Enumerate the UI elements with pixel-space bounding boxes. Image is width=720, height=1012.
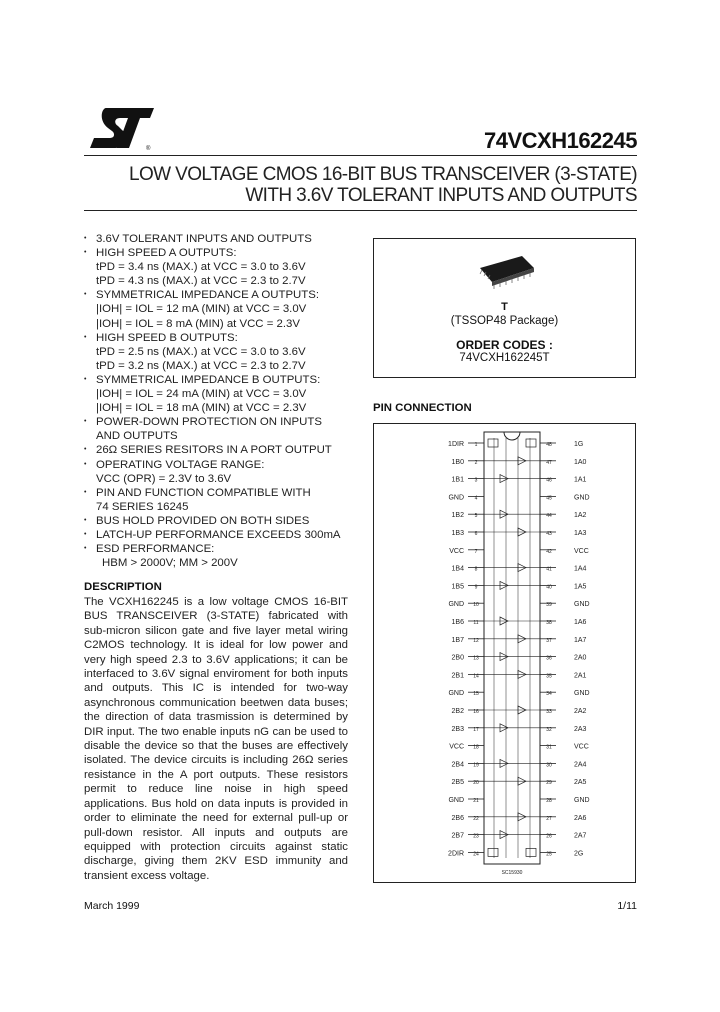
st-logo [84, 106, 164, 152]
left-pin-number: 4 [474, 495, 478, 502]
control-gate-symbol [488, 439, 498, 447]
header-rule-bottom [84, 210, 637, 211]
control-gate-symbol [488, 848, 498, 856]
feature-item [84, 486, 374, 514]
left-pin-label: 2B2 [451, 708, 464, 715]
left-pin-label: 2B7 [451, 832, 464, 840]
ic-body [484, 432, 540, 864]
feature-text: • OPERATING VOLTAGE RANGE: [96, 458, 265, 471]
left-pin-number: 2 [474, 459, 478, 466]
pin-connection-box [373, 423, 636, 883]
left-pin-label: 2B4 [451, 761, 464, 769]
right-pin-label: 2G [574, 850, 584, 858]
right-pin-label: 2A6 [574, 814, 587, 822]
left-pin-number: 5 [474, 513, 478, 520]
feature-item [84, 232, 374, 246]
right-pin-number: 41 [546, 566, 552, 573]
feature-text: • LATCH-UP PERFORMANCE EXCEEDS 300mA [96, 528, 341, 541]
left-pin-number: 10 [473, 602, 479, 609]
description-text: The VCXH162245 is a low voltage CMOS 16-BIT BUS TRANSCEIVER (3-STATE) fabricated with sub-micron silicon gate and five layer metal wiring C2MOS technology. It is ideal for low power and very high speed 2.3 to 3.6V applications; it can be interfaced to 3.6V signal enviroment for both inputs and outputs. This IC is intended for two-way asynchronous communication beetwen data buses; the direction of data trasmission is determined by DIR input. The two enable inputs nG can be used to disable the device so that the buses are effectively isolated. The device circuits is including 26Ω series resistance in the A port outputs. These resistors permit to reduce line noise in high speed applications. Bus hold on data inputs is provided in order to eliminate the need for external pull-up or pull-down resistor. All inputs and outputs are equipped with protection circuits against static discharge, giving them 2KV ESD immunity and transient excess voltage. [84, 596, 348, 882]
left-pin-number: 3 [474, 477, 478, 484]
feature-item [84, 528, 374, 542]
pin-connection-diagram [374, 424, 635, 882]
feature-subtext: |IOH| = IOL = 8 mA (MIN) at VCC = 2.3V [96, 317, 300, 330]
left-pin-number: 20 [473, 780, 479, 787]
feature-text: • 26Ω SERIES RESITORS IN A PORT OUTPUT [96, 444, 332, 457]
left-pin-number: 6 [474, 531, 478, 537]
diagram-code: SC15930 [501, 870, 523, 876]
right-pin-number: 29 [546, 780, 552, 787]
right-pin-label: 1A4 [574, 565, 587, 573]
package-box [373, 238, 636, 378]
right-pin-label: 2A0 [574, 654, 587, 662]
order-code: 74VCXH162245T [459, 352, 550, 364]
left-pin-label: 2B3 [451, 725, 464, 733]
feature-subtext: HBM > 2000V; MM > 200V [102, 557, 238, 570]
left-pin-number: 17 [473, 726, 479, 733]
left-pin-number: 12 [473, 637, 479, 644]
right-pin-label: 1A2 [574, 512, 587, 520]
header-rule-top [84, 155, 637, 156]
right-pin-number: 38 [546, 620, 552, 626]
feature-subtext: tPD = 2.5 ns (MAX.) at VCC = 3.0 to 3.6V [96, 345, 306, 358]
left-pin-number: 15 [473, 691, 479, 698]
right-pin-number: 42 [546, 548, 552, 555]
right-pin-label: 2A1 [574, 672, 587, 680]
svg-text:®: ® [146, 146, 151, 152]
feature-item [84, 514, 374, 528]
page-number: 1/11 [617, 900, 637, 912]
right-pin-number: 43 [546, 531, 552, 537]
left-pin-label: GND [448, 494, 464, 502]
footer-date: March 1999 [84, 900, 140, 912]
feature-item [84, 373, 374, 415]
left-pin-label: 1B2 [451, 512, 464, 520]
left-pin-label: 1B4 [451, 565, 464, 573]
feature-list [84, 232, 374, 570]
feature-subtext: tPD = 4.3 ns (MAX.) at VCC = 2.3 to 2.7V [96, 275, 306, 288]
feature-text: • HIGH SPEED B OUTPUTS: [96, 331, 238, 344]
right-pin-number: 40 [546, 584, 552, 591]
left-pin-number: 19 [473, 762, 479, 769]
right-pin-number: 46 [546, 477, 552, 484]
left-pin-number: 21 [473, 798, 479, 804]
right-pin-label: GND [574, 494, 590, 502]
description-heading: DESCRIPTION [84, 581, 162, 593]
right-pin-label: 2A3 [574, 725, 587, 733]
right-pin-number: 36 [546, 655, 552, 662]
right-pin-number: 31 [546, 744, 552, 751]
feature-item [84, 458, 374, 486]
feature-item [84, 331, 374, 373]
ic-notch [504, 432, 520, 440]
feature-item [84, 542, 374, 570]
feature-text: • POWER-DOWN PROTECTION ON INPUTS [96, 416, 322, 429]
right-pin-label: 2A5 [574, 779, 587, 787]
feature-item [84, 246, 374, 288]
right-pin-number: 47 [546, 459, 552, 466]
left-pin-label: 1B6 [451, 619, 464, 626]
feature-subtext: VCC (OPR) = 2.3V to 3.6V [96, 472, 232, 485]
right-pin-label: 2A4 [574, 761, 587, 769]
title-line-2: WITH 3.6V TOLERANT INPUTS AND OUTPUTS [245, 185, 637, 206]
left-pin-label: 2B1 [451, 672, 464, 680]
left-pin-number: 1 [474, 442, 478, 448]
left-pin-label: 2B5 [451, 779, 464, 787]
left-pin-label: 2B0 [451, 654, 464, 662]
right-pin-label: VCC [574, 547, 589, 555]
right-pin-label: 1A5 [574, 583, 587, 591]
right-pin-label: 1A6 [574, 619, 587, 626]
left-pin-number: 9 [474, 584, 478, 591]
right-pin-number: 33 [546, 709, 552, 715]
left-pin-label: GND [448, 797, 464, 804]
part-number: 74VCXH162245 [483, 128, 637, 153]
right-pin-label: 1A3 [574, 530, 587, 537]
order-codes-heading: ORDER CODES : [456, 338, 553, 352]
right-pin-number: 32 [546, 726, 552, 733]
right-pin-number: 28 [546, 798, 552, 804]
right-pin-number: 34 [546, 691, 552, 698]
right-pin-label: 2A7 [574, 832, 587, 840]
right-pin-number: 39 [546, 602, 552, 609]
left-pin-number: 23 [473, 833, 479, 840]
title-line-1: LOW VOLTAGE CMOS 16-BIT BUS TRANSCEIVER (3-STATE) [129, 164, 637, 185]
left-pin-label: VCC [449, 547, 464, 555]
feature-subtext: |IOH| = IOL = 18 mA (MIN) at VCC = 2.3V [96, 402, 307, 415]
left-pin-number: 14 [473, 673, 479, 680]
package-name: (TSSOP48 Package) [450, 315, 559, 327]
right-pin-label: VCC [574, 743, 589, 751]
left-pin-number: 16 [473, 709, 479, 715]
left-pin-label: 1B5 [451, 583, 464, 591]
left-pin-label: 1DIR [448, 441, 464, 448]
right-pin-number: 45 [546, 495, 552, 502]
feature-text: • PIN AND FUNCTION COMPATIBLE WITH [96, 486, 311, 499]
right-pin-label: 1G [574, 441, 584, 448]
left-pin-label: 1B1 [451, 476, 464, 484]
control-gate-symbol [526, 848, 536, 856]
left-pin-number: 7 [474, 548, 478, 555]
left-pin-number: 11 [473, 620, 479, 626]
left-pin-label: 1B3 [451, 530, 464, 537]
document-title [129, 164, 637, 206]
left-pin-label: 1B0 [451, 458, 464, 466]
control-gate-symbol [526, 439, 536, 447]
left-pin-label: VCC [449, 743, 464, 751]
feature-text: • BUS HOLD PROVIDED ON BOTH SIDES [96, 514, 310, 527]
feature-subtext: tPD = 3.4 ns (MAX.) at VCC = 3.0 to 3.6V [96, 261, 306, 274]
right-pin-label: GND [574, 690, 590, 698]
tssop48-package-image [474, 254, 538, 294]
feature-subtext: |IOH| = IOL = 24 mA (MIN) at VCC = 3.0V [96, 388, 307, 401]
left-pin-label: 1B7 [451, 636, 464, 644]
right-pin-number: 48 [546, 442, 552, 448]
feature-text: • HIGH SPEED A OUTPUTS: [96, 247, 237, 260]
right-pin-label: 2A2 [574, 708, 587, 715]
left-pin-number: 13 [473, 655, 479, 662]
right-pin-label: GND [574, 797, 590, 804]
right-pin-number: 44 [546, 513, 552, 520]
right-pin-label: 1A7 [574, 636, 587, 644]
right-pin-number: 27 [546, 815, 552, 822]
feature-item [84, 288, 374, 330]
package-letter: T [501, 301, 508, 313]
feature-text: • SYMMETRICAL IMPEDANCE B OUTPUTS: [96, 373, 321, 386]
feature-subtext: AND OUTPUTS [96, 430, 178, 443]
feature-item [84, 443, 374, 457]
left-pin-number: 24 [473, 851, 479, 858]
feature-text: • SYMMETRICAL IMPEDANCE A OUTPUTS: [96, 289, 319, 302]
right-pin-label: 1A1 [574, 476, 587, 484]
left-pin-number: 22 [473, 815, 479, 822]
feature-subtext: |IOH| = IOL = 12 mA (MIN) at VCC = 3.0V [96, 303, 307, 316]
right-pin-number: 25 [546, 851, 552, 858]
left-pin-label: 2DIR [448, 850, 464, 858]
pin-connection-heading: PIN CONNECTION [373, 402, 472, 414]
left-pin-number: 8 [474, 566, 478, 573]
right-pin-label: GND [574, 601, 590, 609]
feature-item [84, 415, 374, 443]
feature-subtext: 74 SERIES 16245 [96, 500, 189, 513]
right-pin-number: 37 [546, 637, 552, 644]
left-pin-label: GND [448, 690, 464, 698]
feature-text: • 3.6V TOLERANT INPUTS AND OUTPUTS [96, 233, 312, 245]
left-pin-label: GND [448, 601, 464, 609]
feature-subtext: tPD = 3.2 ns (MAX.) at VCC = 2.3 to 2.7V [96, 359, 306, 372]
left-pin-label: 2B6 [451, 814, 464, 822]
right-pin-number: 26 [546, 833, 552, 840]
right-pin-number: 30 [546, 762, 552, 769]
right-pin-number: 35 [546, 673, 552, 680]
feature-text: • ESD PERFORMANCE: [96, 543, 215, 556]
right-pin-label: 1A0 [574, 458, 587, 466]
left-pin-number: 18 [473, 744, 479, 751]
